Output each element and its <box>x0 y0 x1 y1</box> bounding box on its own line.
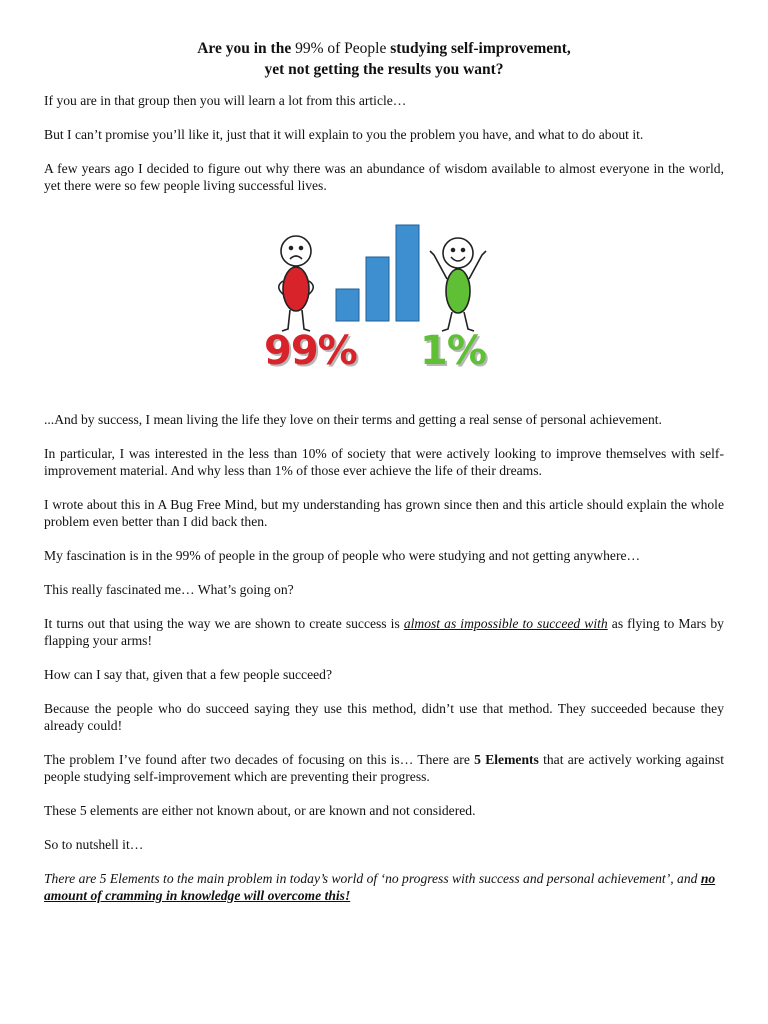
paragraph: So to nutshell it… <box>44 837 144 852</box>
bold-underlined-text: no amount of cramming in knowledge will overcome this! <box>44 871 716 903</box>
paragraph: If you are in that group then you will learn a lot from this article… <box>44 93 407 108</box>
paragraph: These 5 elements are either not known about, or are known and not considered. <box>44 803 476 818</box>
paragraph: ...And by success, I mean living the life they love on their terms and getting a real sense of personal achievement. <box>44 412 662 427</box>
paragraph: A few years ago I decided to figure out why there was an abundance of wisdom available to almost everyone in the world, yet there were so few people living successful lives. <box>44 161 724 193</box>
bar-chart-icon <box>336 225 419 321</box>
paragraph: This really fascinated me… What’s going on? <box>44 582 294 597</box>
bold-text: 5 Elements <box>474 752 539 767</box>
paragraph: In particular, I was interested in the less than 10% of society that were actively looking to improve themselves with self-improvement material. And why less than 1% of those ever achieve the life of their dreams. <box>44 446 724 478</box>
percent-99-label: 99% <box>264 328 357 374</box>
paragraph: Because the people who do succeed saying they use this method, didn’t use that method. They succeeded because they already could! <box>44 701 724 733</box>
happy-figure-icon <box>430 238 486 331</box>
closing-statement <box>44 870 724 904</box>
title-line-2: yet not getting the results you want? <box>264 61 504 78</box>
bar <box>396 225 419 321</box>
bar <box>366 257 389 321</box>
paragraph: How can I say that, given that a few people succeed? <box>44 667 332 682</box>
paragraph-text: as flying to Mars by flapping your arms! <box>44 616 724 648</box>
paragraph-text: There are 5 Elements to the main problem in today’s world of ‘no progress with success and personal achievement’, and <box>44 871 698 886</box>
title-part: 99% of People <box>295 40 387 57</box>
paragraph: I wrote about this in A Bug Free Mind, but my understanding has grown since then and this article should explain the whole problem even better than I did back then. <box>44 497 724 529</box>
paragraph-text: It turns out that using the way we are shown to create success is <box>44 616 400 631</box>
paragraph: My fascination is in the 99% of people in the group of people who were studying and not getting anywhere… <box>44 548 641 563</box>
emphasis-text: almost as impossible to succeed with <box>403 616 608 631</box>
sad-figure-icon <box>279 236 314 331</box>
paragraph-text: that are actively working against people studying self-improvement which are preventing their progress. <box>44 752 724 784</box>
paragraph <box>44 615 724 649</box>
title-part: Are you in the <box>197 40 292 57</box>
percent-1-label: 1% <box>420 328 486 374</box>
article <box>44 38 724 921</box>
paragraph <box>44 751 724 785</box>
paragraph: But I can’t promise you’ll like it, just that it will explain to you the problem you have, and what to do about it. <box>44 127 644 142</box>
paragraph-text: The problem I’ve found after two decades of focusing on this is… There are <box>44 752 470 767</box>
illustration-99-vs-1 <box>262 211 506 393</box>
title-part: studying self-improvement, <box>390 40 571 57</box>
page-title <box>44 38 724 80</box>
bar <box>336 289 359 321</box>
